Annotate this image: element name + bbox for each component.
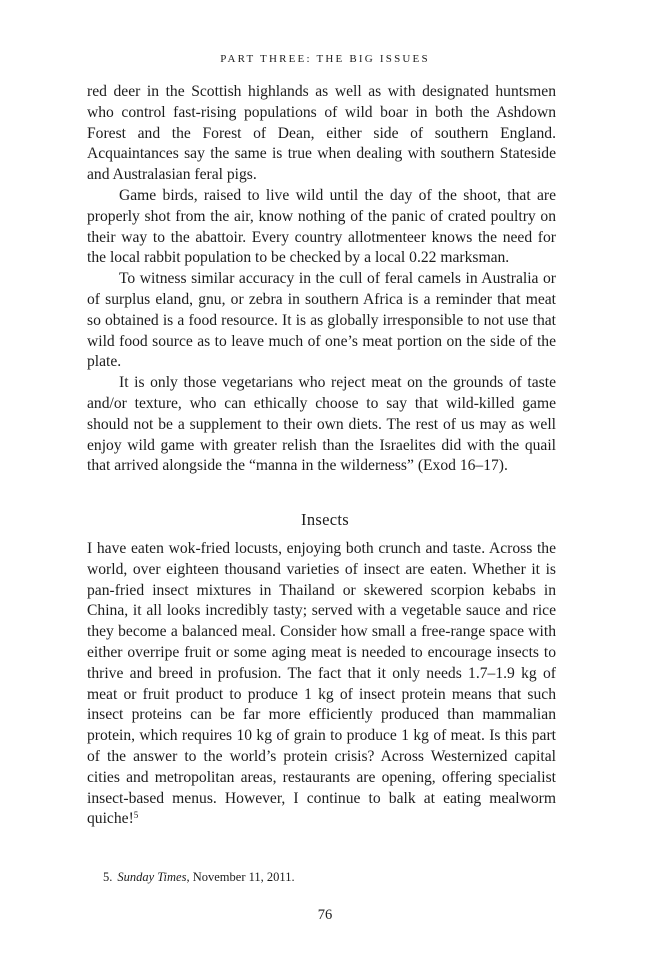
page-number: 76 — [317, 907, 333, 923]
paragraph: Game birds, raised to live wild until the day of the shoot, that are properly shot from the air, know nothing of the panic of crated poultry on their way to the abattoir. Every country allotmenteer knows the need for the local rabbit population to be checked by a local 0.22 marksman. — [87, 186, 556, 267]
paragraph-text: I have eaten wok-fried locusts, enjoying both crunch and taste. Across the world, over eighteen thousand varieties of insect are eaten. Whether it is pan-fried insect mixtures in Thailand or skewered scorpion kebabs in China, it all looks incredibly tasty; served with a vegetable sauce and rice they become a balanced meal. Consider how small a free-range space with either overripe fruit or some aging meat is needed to encourage insects to thrive and breed in profusion. The fact that it only needs 1.7–1.9 kg of meat or fruit product to produce 1 kg of insect protein means that such insect proteins can be far more efficiently produced than mammalian protein, which requires 10 kg of grain to produce 1 kg of meat. Is this part of the answer to the world’s protein crisis? Across Westernized capital cities and metropolitan areas, restaurants are opening, offering specialist insect-based menus. However, I continue to balk at eating mealworm quiche! — [87, 540, 556, 828]
section-heading: Insects — [301, 510, 349, 529]
footnote-number: 5. — [103, 870, 113, 884]
running-head: PART THREE: THE BIG ISSUES — [220, 53, 430, 65]
paragraph: To witness similar accuracy in the cull of feral camels in Australia or of surplus eland, gnu, or zebra in southern Africa is a reminder that meat so obtained is a food resource. It is as globally irresponsible to not use that wild food source as to leave much of one’s meat portion on the side of the plate. — [87, 270, 556, 371]
paragraph: It is only those vegetarians who reject meat on the grounds of taste and/or texture, who can ethically choose to say that wild-killed game should not be a supplement to their own diets. The rest of us may as well enjoy wild game with greater relish than the Israelites did with the quail that arrived alongside the “manna in the wilderness” (Exod 16–17). — [87, 374, 556, 475]
body-text — [87, 82, 556, 477]
section-body — [87, 539, 556, 830]
footnote-date: , November 11, 2011. — [186, 870, 295, 884]
footnote-reference[interactable]: 5 — [133, 810, 139, 821]
footnote-source-title: Sunday Times — [117, 870, 187, 884]
footnote — [103, 869, 295, 885]
paragraph — [87, 539, 556, 830]
paragraph: red deer in the Scottish highlands as well as with designated huntsmen who control fast-rising populations of wild boar in both the Ashdown Forest and the Forest of Dean, either side of southern England. Acquaintances say the same is true when dealing with southern Stateside and Australasian feral pigs. — [87, 83, 556, 184]
